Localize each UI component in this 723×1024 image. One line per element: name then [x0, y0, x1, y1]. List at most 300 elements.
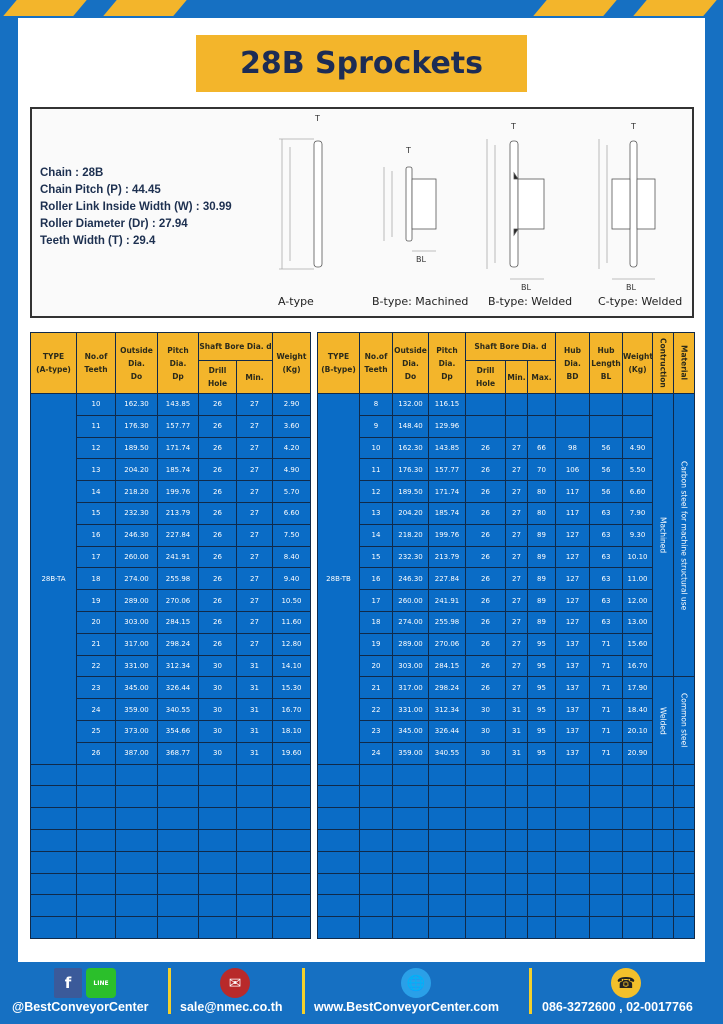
table-cell [506, 415, 528, 437]
table-cell: 127 [556, 611, 590, 633]
table-cell [674, 873, 695, 895]
table-cell: 95 [528, 742, 556, 764]
table-cell: 27 [237, 415, 273, 437]
dim-t: T [406, 146, 411, 155]
header-hub-dia: Hub Dia. BD [556, 333, 590, 394]
table-cell: 26 [199, 459, 237, 481]
dim-t: T [511, 122, 516, 131]
table-cell [623, 851, 653, 873]
table-cell [273, 764, 311, 786]
table-cell [393, 764, 429, 786]
globe-icon: 🌐 [401, 968, 431, 998]
table-cell: 31 [506, 699, 528, 721]
table-cell: 89 [528, 568, 556, 590]
table-cell: 4.90 [623, 437, 653, 459]
table-cell [528, 829, 556, 851]
table-cell: 270.06 [429, 633, 466, 655]
table-cell: 148.40 [393, 415, 429, 437]
table-row [318, 481, 695, 503]
table-cell: 227.84 [158, 524, 199, 546]
empty-row [31, 786, 311, 808]
table-cell [466, 895, 506, 917]
table-cell: 157.77 [429, 459, 466, 481]
table-cell [393, 873, 429, 895]
table-cell [237, 786, 273, 808]
spec-item: Roller Diameter (Dr) : 27.94 [40, 218, 188, 230]
header-pitch-dia: Pitch Dia. Dp [429, 333, 466, 394]
spec-item: Roller Link Inside Width (W) : 30.99 [40, 201, 232, 213]
table-cell: 13 [77, 459, 116, 481]
table-cell [590, 851, 623, 873]
table-cell [590, 808, 623, 830]
header-construction: Contruction [653, 333, 674, 394]
table-cell [623, 873, 653, 895]
table-cell [77, 895, 116, 917]
spec-label: Teeth Width (T) [40, 235, 123, 247]
table-cell: 20 [77, 611, 116, 633]
footer-social[interactable]: @BestConveyorCenter [12, 1000, 149, 1014]
table-cell [31, 764, 77, 786]
table-cell [273, 873, 311, 895]
spec-value: 27.94 [158, 218, 188, 230]
table-cell [31, 851, 77, 873]
table-cell: 317.00 [393, 677, 429, 699]
table-cell: 56 [590, 437, 623, 459]
table-cell: 9.30 [623, 524, 653, 546]
table-row [318, 415, 695, 437]
table-cell [623, 917, 653, 939]
table-cell [674, 808, 695, 830]
table-cell [556, 764, 590, 786]
table-cell: 117 [556, 481, 590, 503]
table-row [318, 699, 695, 721]
table-cell: 27 [506, 655, 528, 677]
table-cell: 16 [360, 568, 393, 590]
table-cell: 27 [506, 546, 528, 568]
header-drill-hole: Drill Hole [466, 361, 506, 394]
table-cell [116, 764, 158, 786]
c-welded-hub [612, 179, 630, 229]
table-cell: 11 [77, 415, 116, 437]
table-cell: 26 [466, 524, 506, 546]
table-cell: 10 [77, 394, 116, 416]
table-cell: 143.85 [158, 394, 199, 416]
spec-value: 30.99 [202, 201, 232, 213]
table-cell: 71 [590, 742, 623, 764]
table-cell: 270.06 [158, 590, 199, 612]
table-cell: 15 [77, 502, 116, 524]
table-cell: 27 [506, 502, 528, 524]
table-cell: 6.60 [273, 502, 311, 524]
table-cell [77, 873, 116, 895]
table-cell: 176.30 [393, 459, 429, 481]
table-cell [31, 873, 77, 895]
table-cell [237, 895, 273, 917]
table-cell: 27 [506, 611, 528, 633]
table-cell: 18.40 [623, 699, 653, 721]
table-cell [674, 829, 695, 851]
table-cell: 26 [77, 742, 116, 764]
empty-row [318, 764, 695, 786]
table-cell [674, 786, 695, 808]
table-cell [273, 829, 311, 851]
table-cell [653, 786, 674, 808]
table-cell: 317.00 [116, 633, 158, 655]
table-cell: 63 [590, 502, 623, 524]
table-cell [393, 786, 429, 808]
table-cell: 31 [506, 720, 528, 742]
table-cell: 368.77 [158, 742, 199, 764]
table-cell: 127 [556, 524, 590, 546]
table-cell [623, 394, 653, 416]
table-cell [360, 851, 393, 873]
table-cell [528, 786, 556, 808]
table-cell [116, 786, 158, 808]
table-cell: 213.79 [429, 546, 466, 568]
table-cell: 10.50 [273, 590, 311, 612]
table-cell: 189.50 [116, 437, 158, 459]
table-cell: 27 [237, 524, 273, 546]
table-cell [590, 786, 623, 808]
table-cell [623, 786, 653, 808]
table-cell: 27 [237, 437, 273, 459]
table-row [318, 655, 695, 677]
header-min: Min. [506, 361, 528, 394]
table-cell [506, 917, 528, 939]
table-cell: 27 [237, 633, 273, 655]
table-cell [506, 873, 528, 895]
table-row [318, 633, 695, 655]
table-cell [556, 917, 590, 939]
spec-label: Roller Diameter (Dr) [40, 218, 149, 230]
b-welded-plate [510, 141, 518, 267]
table-cell: 331.00 [116, 655, 158, 677]
table-cell [237, 917, 273, 939]
table-cell: 26 [199, 502, 237, 524]
table-cell [590, 764, 623, 786]
table-row [31, 394, 311, 416]
table-cell [116, 808, 158, 830]
table-cell [556, 786, 590, 808]
table-cell [77, 829, 116, 851]
table-cell: 63 [590, 546, 623, 568]
dim-bl: BL [416, 255, 426, 264]
table-cell [360, 895, 393, 917]
spec-label: Roller Link Inside Width (W) [40, 201, 193, 213]
table-cell: 137 [556, 720, 590, 742]
table-cell: 27 [237, 546, 273, 568]
table-cell [466, 851, 506, 873]
table-cell [506, 786, 528, 808]
table-cell: 137 [556, 699, 590, 721]
table-cell: 284.15 [429, 655, 466, 677]
table-cell [653, 808, 674, 830]
table-cell: 312.34 [429, 699, 466, 721]
c-welded-hub [637, 179, 655, 229]
table-cell: 27 [506, 459, 528, 481]
table-cell: 26 [199, 633, 237, 655]
header-type: TYPE (A-type) [31, 333, 77, 394]
empty-row [31, 873, 311, 895]
table-cell: 218.20 [116, 481, 158, 503]
table-cell [318, 917, 360, 939]
table-cell [360, 786, 393, 808]
table-cell: 20.10 [623, 720, 653, 742]
table-cell: 171.74 [158, 437, 199, 459]
table-cell [158, 895, 199, 917]
b-machined-plate [406, 167, 412, 241]
table-cell [623, 829, 653, 851]
table-cell: 326.44 [158, 677, 199, 699]
table-cell: 232.30 [116, 502, 158, 524]
table-cell: 12 [77, 437, 116, 459]
table-cell [466, 415, 506, 437]
table-cell [273, 917, 311, 939]
table-cell: 27 [237, 568, 273, 590]
table-cell: 70 [528, 459, 556, 481]
table-cell [116, 917, 158, 939]
table-cell [199, 808, 237, 830]
table-cell [393, 917, 429, 939]
table-cell: 12 [360, 481, 393, 503]
table-cell [199, 829, 237, 851]
empty-row [318, 873, 695, 895]
dim-t: T [631, 122, 636, 131]
table-cell [556, 851, 590, 873]
table-cell [199, 895, 237, 917]
table-cell: 340.55 [429, 742, 466, 764]
table-cell [31, 786, 77, 808]
table-cell [31, 808, 77, 830]
table-cell: 14 [77, 481, 116, 503]
table-cell: 26 [466, 546, 506, 568]
table-cell [199, 786, 237, 808]
empty-row [31, 808, 311, 830]
table-cell [623, 764, 653, 786]
table-cell [653, 829, 674, 851]
table-cell: 23 [360, 720, 393, 742]
footer-phone[interactable]: 086-3272600 , 02-0017766 [542, 1000, 693, 1014]
table-cell [466, 917, 506, 939]
table-cell: 10.10 [623, 546, 653, 568]
footer-divider [302, 968, 305, 1014]
table-cell: 95 [528, 633, 556, 655]
table-cell: 359.00 [393, 742, 429, 764]
table-cell [466, 764, 506, 786]
table-cell [77, 917, 116, 939]
dim-bl: BL [626, 283, 636, 292]
facebook-icon[interactable]: f [54, 968, 82, 998]
table-cell: 12.80 [273, 633, 311, 655]
table-cell: 31 [237, 677, 273, 699]
table-cell [360, 808, 393, 830]
table-cell: 27 [506, 677, 528, 699]
table-cell: 30 [466, 720, 506, 742]
footer-divider [168, 968, 171, 1014]
table-cell [393, 895, 429, 917]
table-cell: 312.34 [158, 655, 199, 677]
table-cell: 27 [237, 394, 273, 416]
table-cell: 5.70 [273, 481, 311, 503]
header-min: Min. [237, 361, 273, 394]
table-cell: 17 [360, 590, 393, 612]
table-cell: 127 [556, 568, 590, 590]
spec-value: 28B [82, 167, 104, 179]
header-pitch-dia: Pitch Dia. Dp [158, 333, 199, 394]
table-cell [674, 895, 695, 917]
table-cell: 26 [466, 590, 506, 612]
table-cell: 26 [466, 437, 506, 459]
table-cell [466, 808, 506, 830]
table-cell [506, 895, 528, 917]
table-cell: 27 [506, 524, 528, 546]
construction-cell: Welded [653, 677, 674, 764]
table-cell [556, 829, 590, 851]
table-cell [429, 873, 466, 895]
table-row [318, 611, 695, 633]
table-cell: 213.79 [158, 502, 199, 524]
table-cell: 17.90 [623, 677, 653, 699]
empty-row [31, 851, 311, 873]
table-cell: 26 [199, 546, 237, 568]
footer-email[interactable]: sale@nmec.co.th [180, 1000, 283, 1014]
table-cell: 387.00 [116, 742, 158, 764]
empty-row [31, 829, 311, 851]
table-cell: 24 [77, 699, 116, 721]
page-title: 28B Sprockets [196, 35, 527, 92]
table-cell: 241.91 [429, 590, 466, 612]
table-cell: 30 [199, 655, 237, 677]
table-cell: 289.00 [393, 633, 429, 655]
table-cell: 246.30 [116, 524, 158, 546]
table-cell: 26 [199, 437, 237, 459]
table-cell [77, 851, 116, 873]
empty-row [31, 764, 311, 786]
table-cell: 176.30 [116, 415, 158, 437]
table-cell: 26 [466, 459, 506, 481]
table-cell: 31 [237, 655, 273, 677]
footer-website[interactable]: www.BestConveyorCenter.com [314, 1000, 500, 1014]
table-cell: 71 [590, 720, 623, 742]
table-cell: 9 [360, 415, 393, 437]
table-cell: 16.70 [273, 699, 311, 721]
table-cell: 204.20 [393, 502, 429, 524]
table-cell [674, 764, 695, 786]
table-cell: 19 [77, 590, 116, 612]
table-cell: 8.40 [273, 546, 311, 568]
table-cell [506, 829, 528, 851]
table-cell: 26 [199, 524, 237, 546]
table-cell: 129.96 [429, 415, 466, 437]
table-cell: 89 [528, 524, 556, 546]
table-cell: 89 [528, 611, 556, 633]
table-cell: 71 [590, 699, 623, 721]
dim-t: T [315, 114, 320, 123]
table-cell: 127 [556, 546, 590, 568]
header-shaft-bore: Shaft Bore Dia. d [466, 333, 556, 361]
table-cell: 232.30 [393, 546, 429, 568]
table-cell: 162.30 [116, 394, 158, 416]
table-cell [556, 895, 590, 917]
spec-item: Teeth Width (T) : 29.4 [40, 235, 156, 247]
table-cell: 157.77 [158, 415, 199, 437]
table-cell: 11.60 [273, 611, 311, 633]
table-cell [429, 808, 466, 830]
table-row [318, 677, 695, 699]
table-cell [360, 873, 393, 895]
table-cell: 26 [199, 394, 237, 416]
table-cell: 22 [77, 655, 116, 677]
table-a-type [30, 332, 311, 939]
table-cell: 26 [199, 415, 237, 437]
table-cell: 171.74 [429, 481, 466, 503]
table-cell: 255.98 [429, 611, 466, 633]
table-cell [31, 895, 77, 917]
table-cell: 26 [199, 481, 237, 503]
type-cell: 28B-TA [31, 394, 77, 765]
table-cell: 137 [556, 677, 590, 699]
table-cell: 18.10 [273, 720, 311, 742]
table-cell: 25 [77, 720, 116, 742]
table-cell [429, 829, 466, 851]
table-cell: 30 [199, 677, 237, 699]
table-cell: 14 [360, 524, 393, 546]
table-cell [653, 764, 674, 786]
table-cell [674, 851, 695, 873]
table-cell: 22 [360, 699, 393, 721]
table-cell: 71 [590, 633, 623, 655]
table-cell [237, 808, 273, 830]
table-cell [429, 917, 466, 939]
table-cell: 359.00 [116, 699, 158, 721]
table-cell: 7.50 [273, 524, 311, 546]
table-cell: 132.00 [393, 394, 429, 416]
table-cell: 95 [528, 655, 556, 677]
header-hub-length: Hub Length BL [590, 333, 623, 394]
table-cell [273, 786, 311, 808]
table-cell [318, 808, 360, 830]
table-row [318, 502, 695, 524]
table-cell: 17 [77, 546, 116, 568]
line-icon[interactable]: LINE [86, 968, 116, 998]
table-cell: 63 [590, 611, 623, 633]
table-cell: 255.98 [158, 568, 199, 590]
table-cell [393, 808, 429, 830]
table-cell: 117 [556, 502, 590, 524]
table-cell: 56 [590, 459, 623, 481]
table-cell: 137 [556, 655, 590, 677]
table-cell: 27 [237, 459, 273, 481]
table-cell [318, 829, 360, 851]
table-cell [528, 873, 556, 895]
table-cell: 31 [237, 699, 273, 721]
table-cell [429, 764, 466, 786]
table-cell [158, 851, 199, 873]
empty-row [318, 851, 695, 873]
table-cell: 80 [528, 502, 556, 524]
table-cell: 71 [590, 677, 623, 699]
table-cell [556, 808, 590, 830]
table-cell: 30 [199, 742, 237, 764]
material-cell: Carbon steel for machine structural use [674, 394, 695, 677]
table-cell: 63 [590, 524, 623, 546]
table-cell [318, 895, 360, 917]
table-cell: 13 [360, 502, 393, 524]
email-icon: ✉ [220, 968, 250, 998]
table-cell [528, 394, 556, 416]
table-cell [199, 917, 237, 939]
table-cell [116, 829, 158, 851]
